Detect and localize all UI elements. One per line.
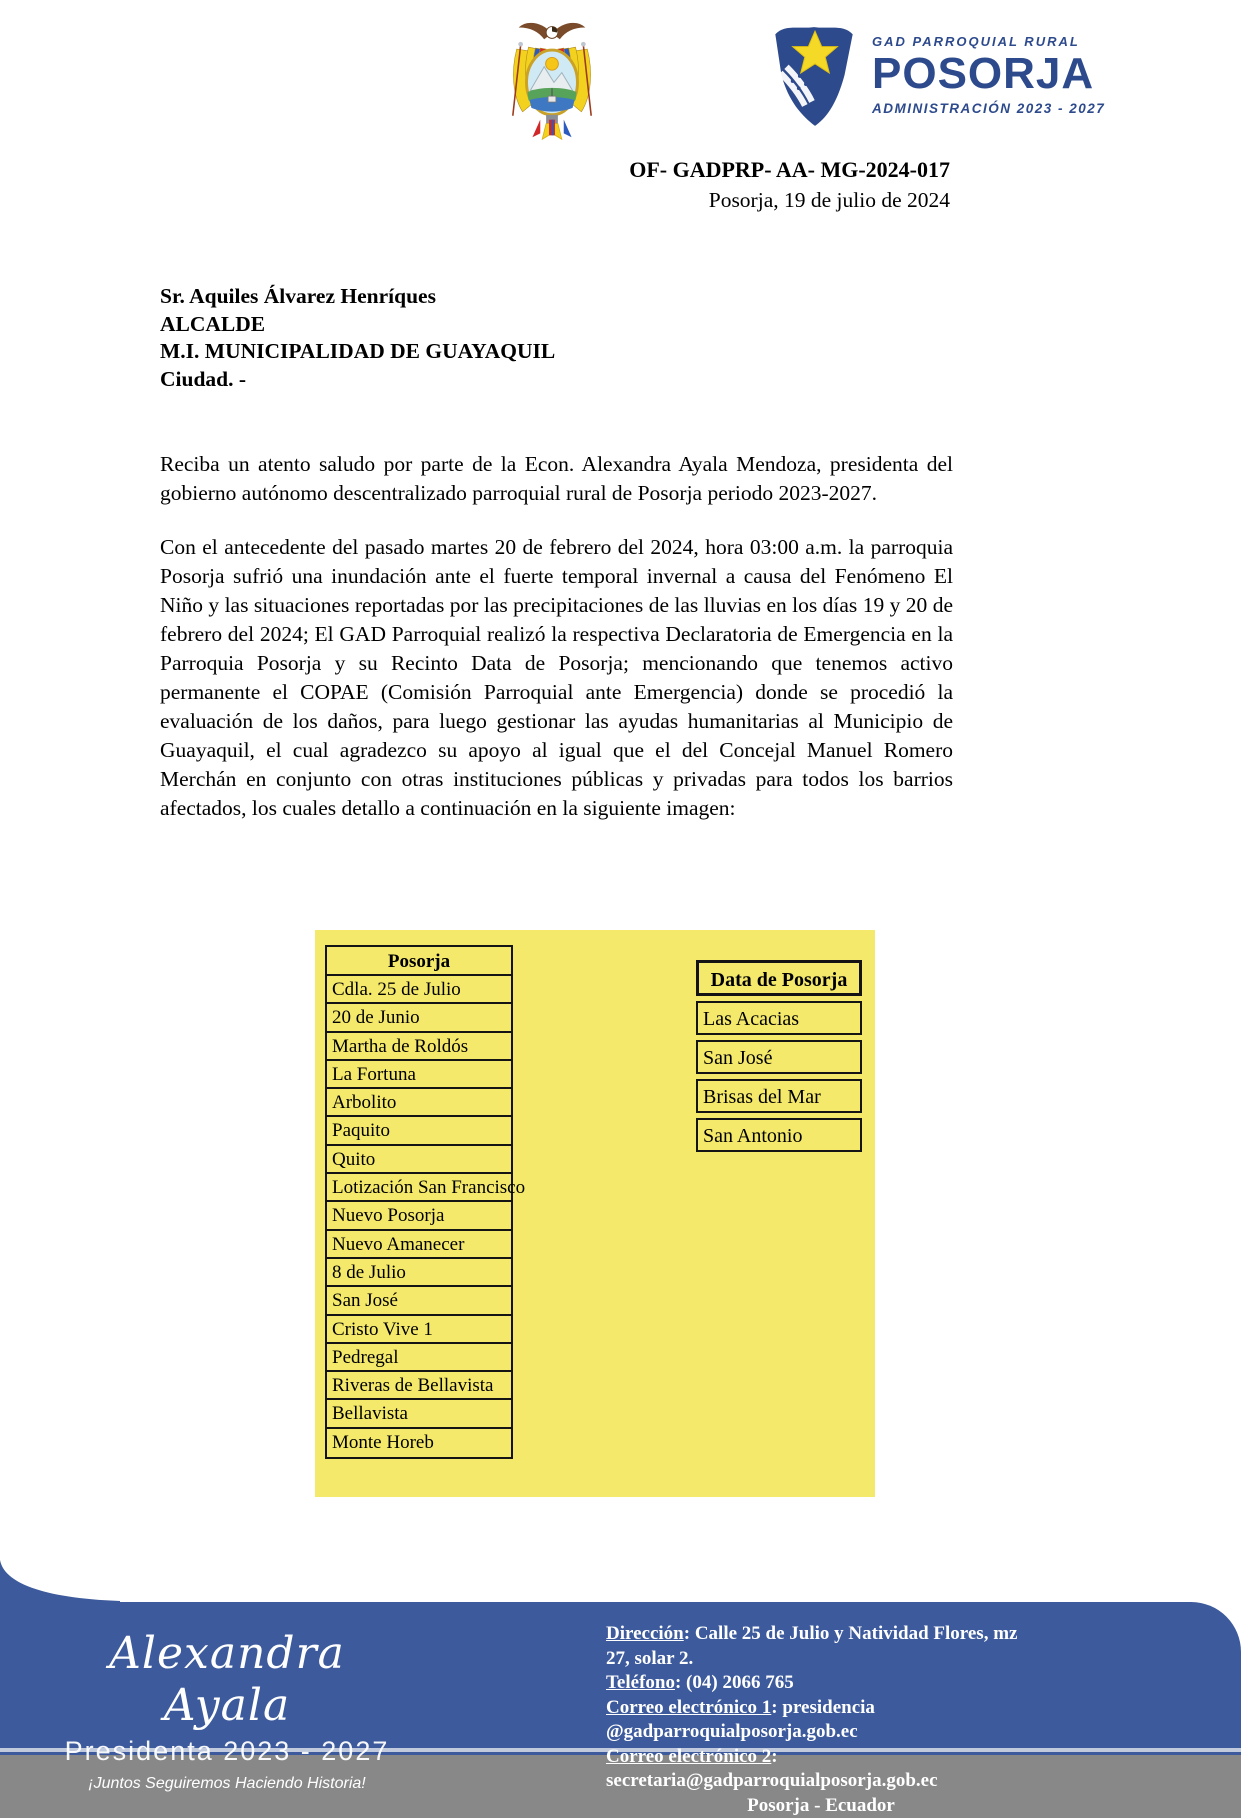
- condor: [519, 23, 586, 39]
- table-row: San José: [327, 1287, 511, 1315]
- table-row: Bellavista: [327, 1400, 511, 1428]
- data-de-posorja-table: [696, 960, 862, 1152]
- table-row: Pedregal: [327, 1344, 511, 1372]
- paragraph-body: Con el antecedente del pasado martes 20 de febrero del 2024, hora 03:00 a.m. la parroquia Posorja sufrió una inundación ante el fuerte temporal invernal a causa del Fenómeno El Niño y las situaciones reportadas por las precipitaciones de las lluvias en los días 19 y 20 de febrero del 2024; El GAD Parroquial realizó la respectiva Declaratoria de Emergencia en la Parroquia Posorja y su Recinto Data de Posorja; mencionando que tenemos activo permanente el COPAE (Comisión Parroquial ante Emergencia) donde se procedió la evaluación de los daños, para luego gestionar las ayudas humanitarias al Municipio de Guayaquil, el cual agradezco su apoyo al igual que el del Concejal Manuel Romero Merchán en conjunto con otras instituciones públicas y privadas para todos los barrios afectados, los cuales detallo a continuación en la siguiente imagen:: [160, 533, 953, 823]
- recipient-line: Ciudad. -: [160, 366, 555, 394]
- reference-block: [629, 157, 950, 213]
- recipient-block: [160, 283, 555, 393]
- table-row: Monte Horeb: [327, 1429, 511, 1457]
- table-row: San Antonio: [696, 1118, 862, 1152]
- recipient-line: M.I. MUNICIPALIDAD DE GUAYAQUIL: [160, 338, 555, 366]
- table-row: Las Acacias: [696, 1001, 862, 1035]
- ecuador-coat-of-arms-icon: [503, 16, 601, 142]
- signature-slogan: ¡Juntos Seguiremos Haciendo Historia!: [52, 1775, 402, 1793]
- table-row: Quito: [327, 1146, 511, 1174]
- table-row: La Fortuna: [327, 1061, 511, 1089]
- recipient-line: Sr. Aquiles Álvarez Henríques: [160, 283, 555, 311]
- table-row: 8 de Julio: [327, 1259, 511, 1287]
- contact-label: Dirección: [606, 1623, 684, 1644]
- contact-block: [606, 1622, 1036, 1818]
- table-header-posorja: Posorja: [327, 947, 511, 976]
- table-row: San José: [696, 1040, 862, 1074]
- table-row: Nuevo Posorja: [327, 1202, 511, 1230]
- date-line: Posorja, 19 de julio de 2024: [629, 188, 950, 213]
- footer-wave-shape: [0, 1560, 120, 1603]
- paragraph-greeting: Reciba un atento saludo por parte de la Econ. Alexandra Ayala Mendoza, presidenta del gobierno autónomo descentralizado parroquial rural de Posorja periodo 2023-2027.: [160, 450, 953, 508]
- logo-org-line: GAD PARROQUIAL RURAL: [872, 34, 1105, 49]
- table-row: Cdla. 25 de Julio: [327, 976, 511, 1004]
- contact-label: Teléfono: [606, 1672, 675, 1693]
- contact-label: Correo electrónico 1: [606, 1697, 771, 1718]
- posorja-shield-icon: [768, 20, 860, 132]
- table-row: Riveras de Bellavista: [327, 1372, 511, 1400]
- posorja-logo: [768, 20, 1105, 132]
- contact-line: Correo electrónico 2: secretaria@gadparroquialposorja.gob.ec: [606, 1745, 1036, 1794]
- data-posorja-table-rows: [696, 1001, 862, 1152]
- signature-name: Alexandra Ayala: [52, 1628, 402, 1732]
- barrios-image: [315, 930, 875, 1497]
- posorja-barrios-table: [325, 945, 513, 1459]
- contact-location: Posorja - Ecuador: [606, 1794, 1036, 1818]
- table-row: Lotización San Francisco: [327, 1174, 511, 1202]
- table-row: Martha de Roldós: [327, 1033, 511, 1061]
- table-row: Cristo Vive 1: [327, 1316, 511, 1344]
- reference-number: OF- GADPRP- AA- MG-2024-017: [629, 157, 950, 183]
- contact-line: Dirección: Calle 25 de Julio y Natividad Flores, mz 27, solar 2.: [606, 1622, 1036, 1671]
- table-row: Nuevo Amanecer: [327, 1231, 511, 1259]
- posorja-table-rows: [327, 976, 511, 1457]
- table-row: Arbolito: [327, 1089, 511, 1117]
- table-header-data-de-posorja: Data de Posorja: [696, 960, 862, 996]
- contact-line: Teléfono: (04) 2066 765: [606, 1671, 1036, 1696]
- contact-lines: [606, 1622, 1036, 1794]
- logo-org-name: POSORJA: [872, 51, 1105, 97]
- recipient-line: ALCALDE: [160, 311, 555, 339]
- signature-block: [52, 1628, 402, 1793]
- table-row: 20 de Junio: [327, 1004, 511, 1032]
- logo-admin-line: ADMINISTRACIÓN 2023 - 2027: [872, 101, 1105, 116]
- contact-line: Correo electrónico 1: presidencia @gadparroquialposorja.gob.ec: [606, 1696, 1036, 1745]
- signature-title: Presidenta 2023 - 2027: [52, 1736, 402, 1767]
- contact-label: Correo electrónico 2: [606, 1746, 771, 1767]
- table-row: Brisas del Mar: [696, 1079, 862, 1113]
- table-row: Paquito: [327, 1117, 511, 1145]
